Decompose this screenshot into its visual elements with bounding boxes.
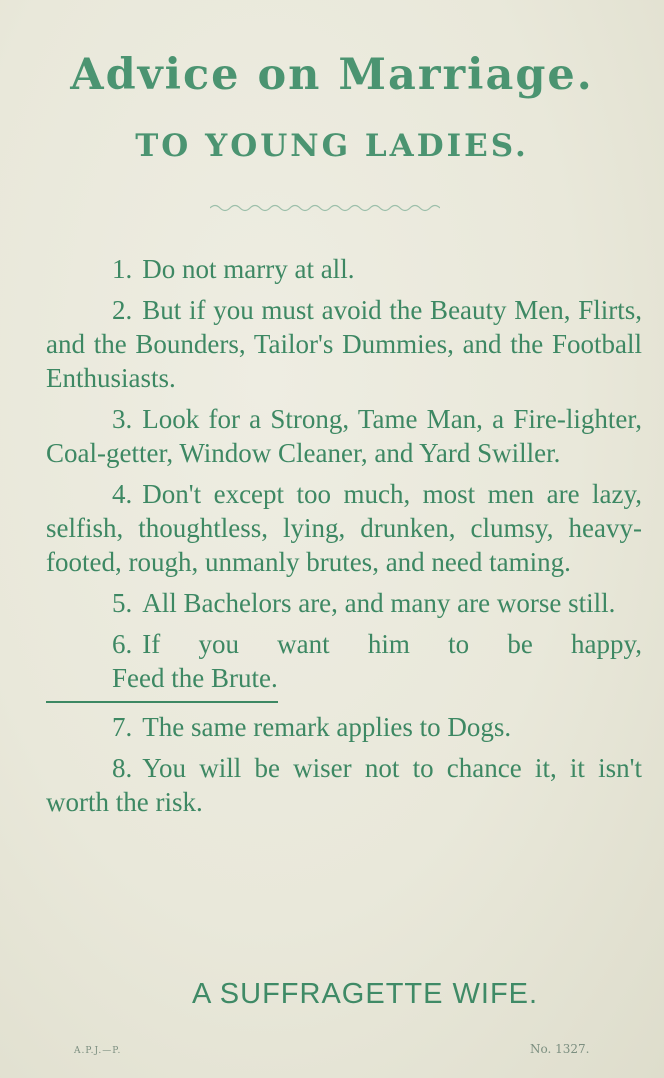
card-number: No. 1327. bbox=[530, 1042, 590, 1056]
printer-mark: A.P.J.—P. bbox=[74, 1046, 122, 1056]
advice-item-2: 2. But if you must avoid the Beauty Men, Flirts, and the Bounders, Tailor's Dummies, and the Football Enthusiasts. bbox=[46, 295, 642, 393]
advice-item-6: 6. If you want him to be happy, Feed the Brute. bbox=[46, 627, 642, 703]
ornamental-divider bbox=[210, 200, 440, 216]
advice-list bbox=[46, 252, 642, 826]
underlined-phrase: Feed the Brute. bbox=[46, 661, 278, 703]
advice-item-5: 5. All Bachelors are, and many are worse still. bbox=[112, 588, 616, 618]
advice-item-7: 7. The same remark applies to Dogs. bbox=[112, 712, 512, 742]
card-subtitle: TO YOUNG LADIES. bbox=[135, 128, 529, 164]
card-title: Advice on Marriage. bbox=[70, 50, 594, 100]
signature: A SUFFRAGETTE WIFE. bbox=[192, 978, 539, 1010]
advice-item-1: 1. Do not marry at all. bbox=[112, 254, 355, 284]
advice-item-8: 8. You will be wiser not to chance it, it isn't worth the risk. bbox=[46, 753, 642, 817]
advice-item-3: 3. Look for a Strong, Tame Man, a Fire-lighter, Coal-getter, Window Cleaner, and Yard Swiller. bbox=[46, 404, 642, 468]
advice-item-4: 4. Don't except too much, most men are lazy, selfish, thoughtless, lying, drunken, clumsy, heavy-footed, rough, unmanly brutes, and need taming. bbox=[46, 479, 642, 577]
